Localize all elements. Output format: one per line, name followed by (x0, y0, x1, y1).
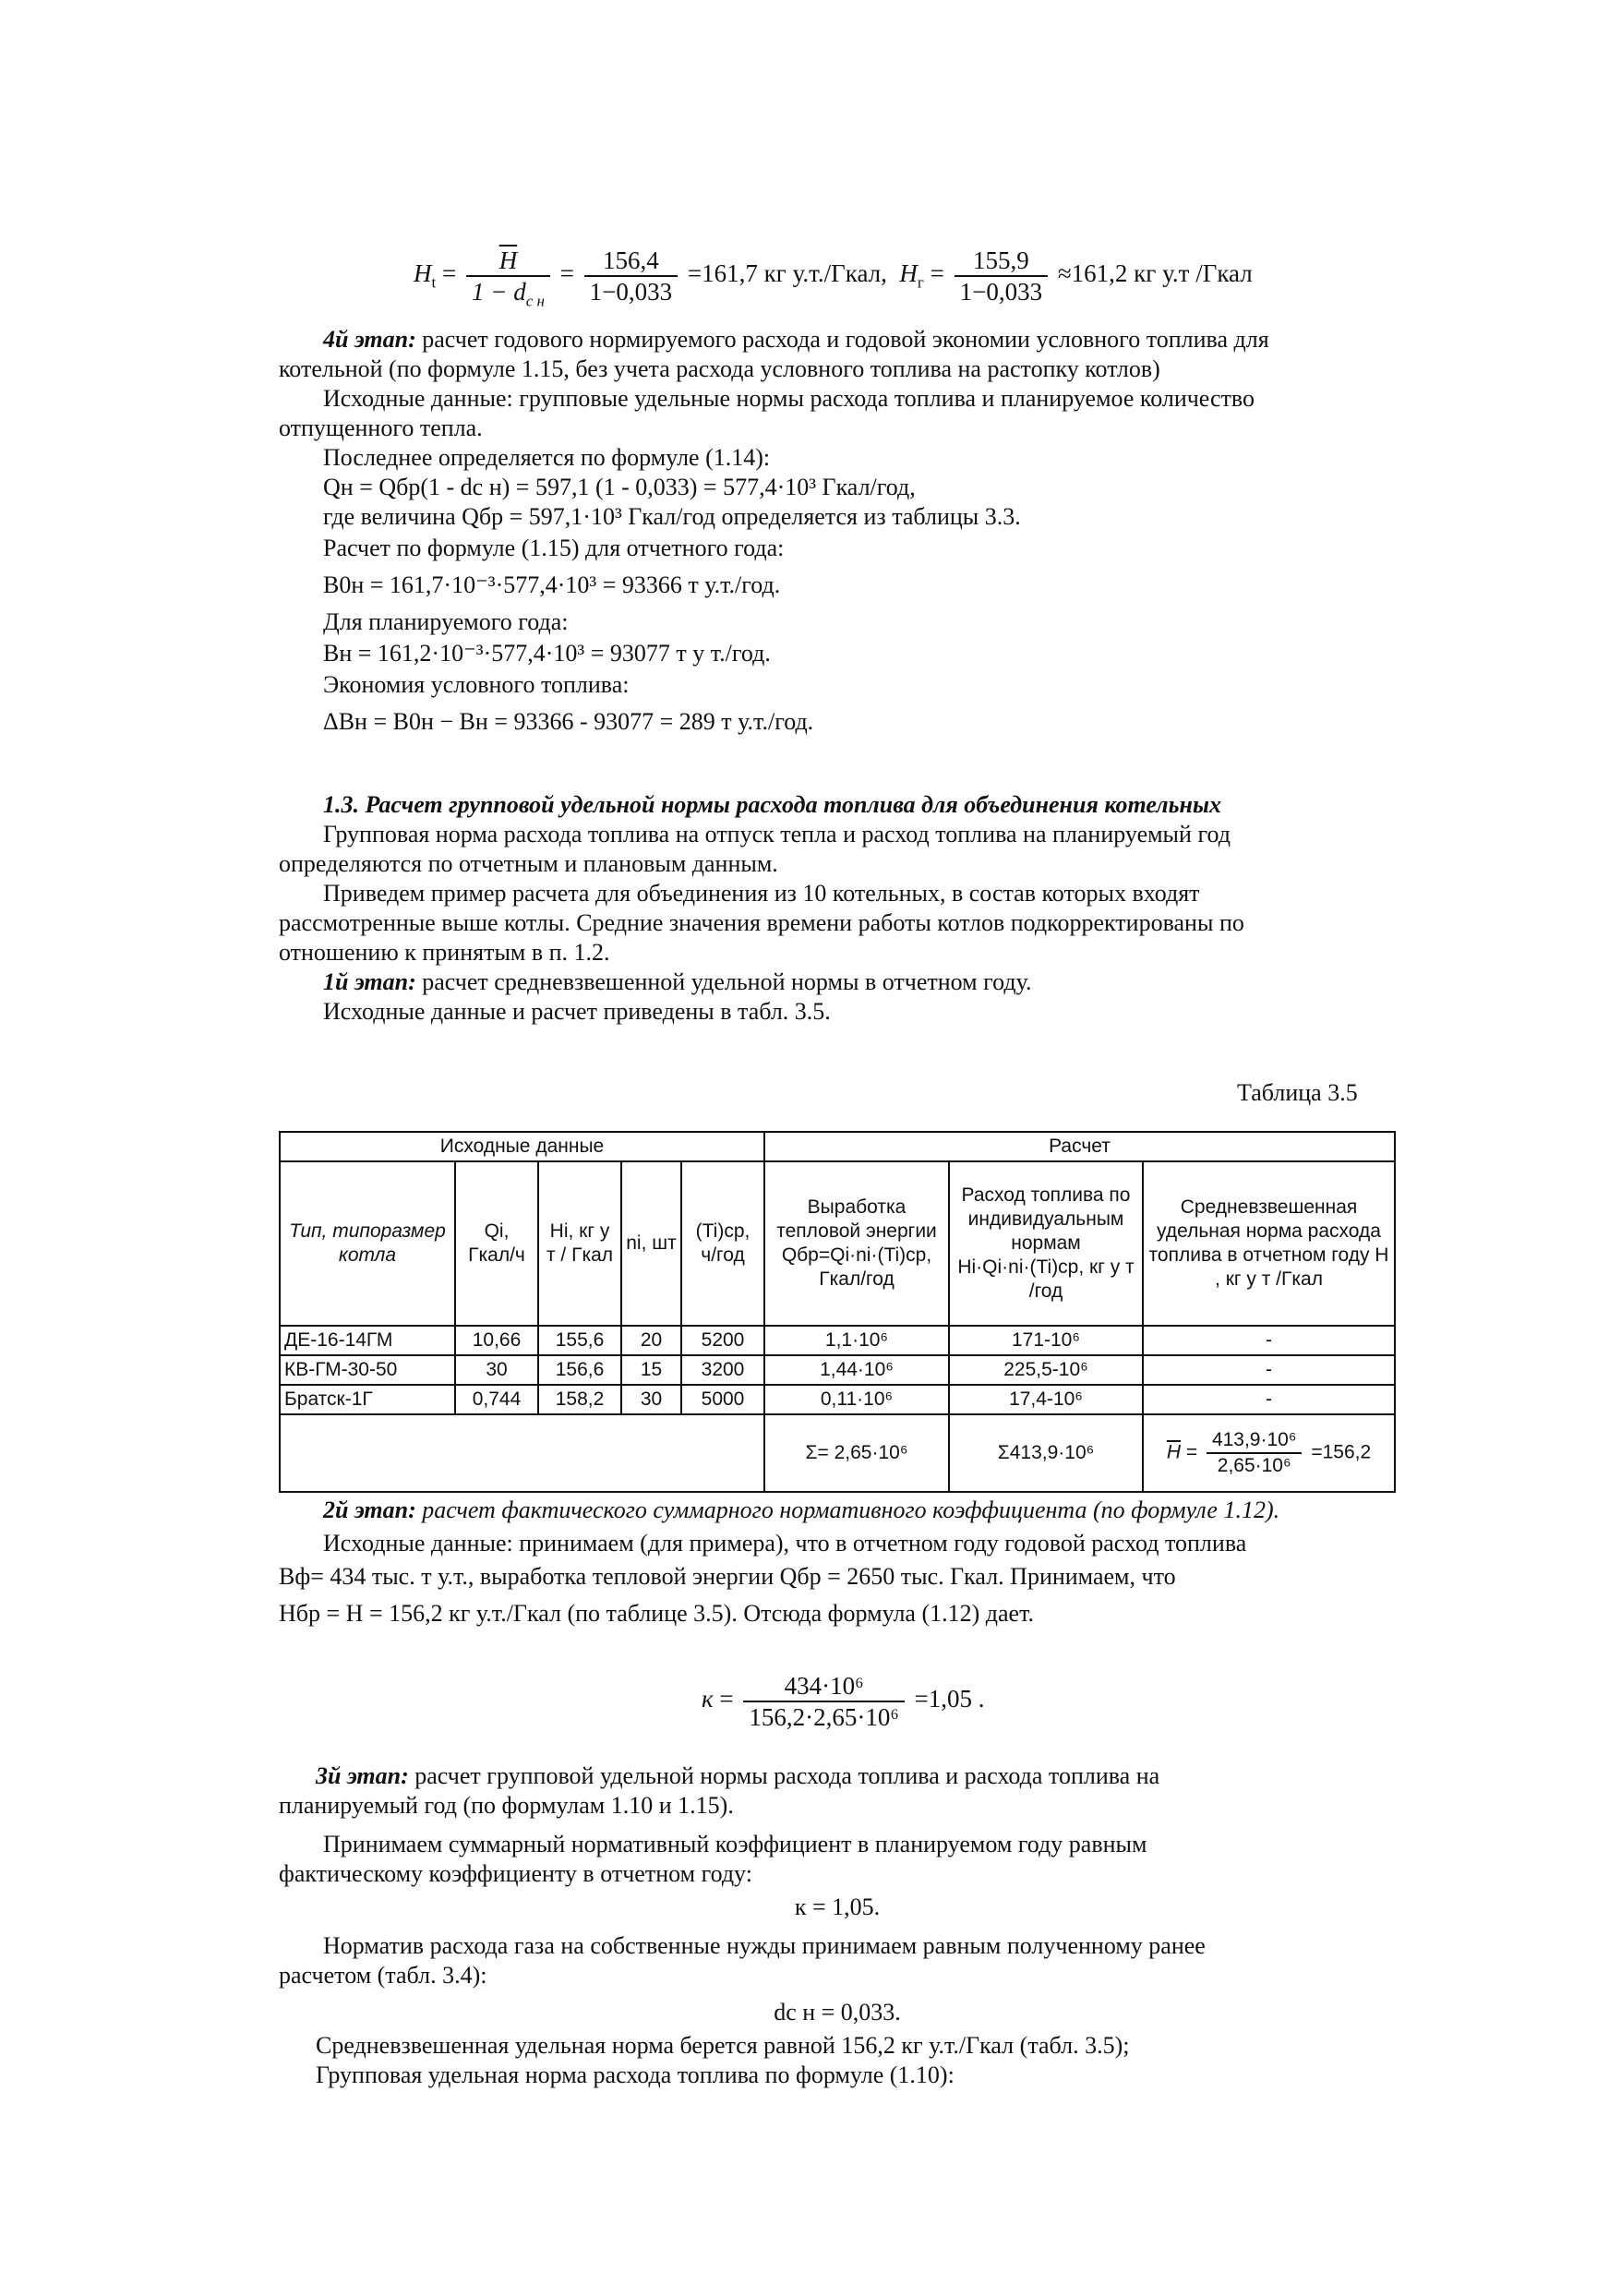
cell-norm: - (1143, 1355, 1395, 1385)
cell-n: 20 (621, 1326, 681, 1355)
cell-n: 30 (621, 1385, 681, 1414)
stage4-f2: где величина Qбр = 597,1·10³ Гкал/год определяется из таблицы 3.3. (323, 503, 1021, 530)
header-output: Выработка тепловой энергии Qбр=Qi·ni·(Ti)ср, Гкал/год (764, 1161, 949, 1326)
stage4-line1 (279, 325, 1396, 355)
stage3-block (279, 1761, 1396, 2090)
k-num: 434·10⁶ (743, 1671, 904, 1702)
stage2-block (279, 1496, 1396, 1629)
stage2-label: 2й этап: (323, 1497, 416, 1523)
header-h: Hi, кг у т / Гкал (538, 1161, 621, 1326)
stage4-src2: отпущенного тепла. (279, 415, 483, 441)
header-weighted-norm: Средневзвешенная удельная норма расхода топлива в отчетном году H , кг у т /Гкал (1143, 1161, 1395, 1326)
frac2-den: 1−0,033 (589, 278, 673, 306)
table-caption: Таблица 3.5 (1237, 1079, 1358, 1106)
cell-type: КВ-ГМ-30-50 (280, 1355, 455, 1385)
table-3-5 (279, 1131, 1396, 1493)
stage2-p3: Hбр = H = 156,2 кг у.т./Гкал (по таблице 3.5). Отсюда формула (1.12) дает. (279, 1600, 1034, 1627)
cell-q: 10,66 (455, 1326, 538, 1355)
stage4-f3: Расчет по формуле (1.15) для отчетного года: (323, 535, 785, 561)
section13-p2b: рассмотренные выше котлы. Средние значения времени работы котлов подкорректированы по (279, 909, 1244, 936)
table-row (280, 1385, 1395, 1414)
cell-t: 5000 (681, 1385, 764, 1414)
stage4-f5: Для планируемого года: (323, 608, 569, 635)
stage1-label: 1й этап: (323, 968, 416, 995)
stage4-f7: Экономия условного топлива: (323, 671, 630, 698)
stage4-line2: котельной (по формуле 1.15, без учета расхода условного топлива на растопку котлов) (279, 355, 1160, 382)
section13-heading: 1.3. Расчет групповой удельной нормы расхода топлива для объединения котельных (323, 791, 1221, 818)
stage3-p3: Норматив расхода газа на собственные нужды принимаем равным полученному ранее (323, 1932, 1206, 1959)
header-type: Тип, типоразмер котла (280, 1161, 455, 1326)
table-row (280, 1355, 1395, 1385)
stage1-text: расчет средневзвешенной удельной нормы в отчетном году. (422, 968, 1032, 995)
k-fraction (743, 1671, 904, 1732)
formula-h-values: $H_t$ = $\frac{\overline{H}}{1 - d_{с н}}$ = $\frac{156,4}{1-0,033}$ =161,7 кг у.т./Гкал, $H_г$ = $\frac{155,9}{1-0,033}$ ≈161,2 кг у.т /Гкал (414, 246, 1253, 310)
stage4-paragraph (279, 325, 1396, 737)
group-source-data: Исходные данные (280, 1132, 764, 1161)
stage3-p6: Групповая удельная норма расхода топлива по формуле (1.10): (316, 2062, 955, 2088)
stage3-d: dс н = 0,033. (774, 1999, 901, 2026)
cell-output: 0,11·10⁶ (764, 1385, 949, 1414)
group-calculation: Расчет (764, 1132, 1395, 1161)
cell-norm: - (1143, 1326, 1395, 1355)
formula-k: к = $\frac{\text{434·10⁶}}{\text{156,2·2,65·10⁶}}$ =1,05 . (702, 1672, 985, 1731)
stage3-p1: Принимаем суммарный нормативный коэффициент в планируемом году равным (323, 1831, 1147, 1857)
cell-h: 156,6 (538, 1355, 621, 1385)
section13-p2a: Приведем пример расчета для объединения из 10 котельных, в состав которых входят (323, 880, 1200, 907)
frac1-num: $\overline{H}$ (466, 246, 550, 277)
stage3-p5: Средневзвешенная удельная норма берется равной 156,2 кг у.т./Гкал (табл. 3.5); (316, 2032, 1130, 2059)
section13-p2c: отношению к принятым в п. 1.2. (279, 939, 610, 966)
cell-type: ДЕ-16-14ГМ (280, 1326, 455, 1355)
k-result: =1,05 . (914, 1685, 985, 1713)
stage3-p4: расчетом (табл. 3.4): (279, 1962, 487, 1989)
header-q: Qi, Гкал/ч (455, 1161, 538, 1326)
cell-fuel: 171-10⁶ (949, 1326, 1143, 1355)
cell-n: 15 (621, 1355, 681, 1385)
stage3-text1: расчет групповой удельной нормы расхода топлива и расхода топлива на (414, 1762, 1160, 1789)
sum-output: Σ= 2,65·10⁶ (764, 1414, 949, 1492)
stage3-label: 3й этап: (316, 1762, 409, 1789)
sum-h-result: =156,2 (1311, 1441, 1372, 1463)
header-n: ni, шт (621, 1161, 681, 1326)
stage4-f1: Qн = Qбр(1 - dс н) = 597,1 (1 - 0,033) = 577,4·10³ Гкал/год, (323, 474, 916, 500)
sum-h-num: 413,9·10⁶ (1207, 1428, 1303, 1454)
frac3-num: 155,9 (955, 246, 1048, 277)
fraction-156-4 (584, 246, 678, 307)
cell-norm: - (1143, 1385, 1395, 1414)
h2-symbol: H (899, 259, 918, 288)
stage4-last: Последнее определяется по формуле (1.14): (323, 444, 771, 471)
sum-h-fraction (1207, 1428, 1303, 1478)
table-header-row (280, 1161, 1395, 1326)
cell-type: Братск-1Г (280, 1385, 455, 1414)
sum-h-den: 2,65·10⁶ (1217, 1455, 1291, 1476)
cell-t: 5200 (681, 1326, 764, 1355)
fraction-h-over-one-minus-d (466, 246, 550, 310)
section13-p1b: определяются по отчетным и плановым данным. (279, 850, 778, 877)
cell-fuel: 17,4-10⁶ (949, 1385, 1143, 1414)
cell-h: 155,6 (538, 1326, 621, 1355)
cell-q: 0,744 (455, 1385, 538, 1414)
stage2-line (279, 1496, 1396, 1525)
stage2-p2: Bф= 434 тыс. т у.т., выработка тепловой энергии Qбр = 2650 тыс. Гкал. Принимаем, что (279, 1563, 1176, 1590)
frac1-den: $1 - d_{с н}$ (471, 278, 545, 310)
cell-q: 30 (455, 1355, 538, 1385)
frac2-num: 156,4 (584, 246, 678, 277)
section13-stage1 (279, 968, 1396, 997)
stage4-src1: Исходные данные: групповые удельные нормы расхода топлива и планируемое количество (323, 385, 1255, 412)
h2-result: ≈161,2 кг у.т /Гкал (1057, 259, 1253, 288)
sum-weighted-norm: $\overline{H}$ = $\frac{\text{413,9·10⁶}}{\text{2,65·10⁶}}$ =156,2 (1143, 1414, 1395, 1492)
table-group-row (280, 1132, 1395, 1161)
section13-src: Исходные данные и расчет приведены в табл. 3.5. (323, 998, 831, 1025)
k-den: 156,2·2,65·10⁶ (749, 1703, 899, 1731)
section13-block (279, 790, 1396, 1027)
cell-fuel: 225,5-10⁶ (949, 1355, 1143, 1385)
table-sum-row (280, 1414, 1395, 1492)
h-bar-symbol: $\overline{H}$ (1166, 1441, 1181, 1463)
stage2-p1: Исходные данные: принимаем (для примера), что в отчетном году годовой расход топлива (323, 1530, 1247, 1557)
cell-output: 1,1·10⁶ (764, 1326, 949, 1355)
h1-result: =161,7 кг у.т./Гкал, (687, 259, 887, 288)
sum-fuel: Σ413,9·10⁶ (949, 1414, 1143, 1492)
stage3-k: к = 1,05. (794, 1893, 881, 1920)
stage4-label: 4й этап: (323, 326, 416, 353)
fraction-155-9 (955, 246, 1048, 307)
stage4-f6: Bн = 161,2·10⁻³·577,4·10³ = 93077 т у т./год. (323, 640, 771, 667)
header-fuel: Расход топлива по индивидуальным нормам Hi·Qi·ni·(Ti)ср, кг у т /год (949, 1161, 1143, 1326)
cell-h: 158,2 (538, 1385, 621, 1414)
frac3-den: 1−0,033 (959, 278, 1043, 306)
stage3-line1 (279, 1761, 1396, 1791)
sum-empty (280, 1414, 764, 1492)
stage4-text1: расчет годового нормируемого расхода и годовой экономии условного топлива для (422, 326, 1269, 353)
h1-sub: t (431, 273, 437, 292)
stage4-f8: ΔBн = B0н − Bн = 93366 - 93077 = 289 т у.т./год. (323, 708, 814, 735)
cell-output: 1,44·10⁶ (764, 1355, 949, 1385)
stage3-line2: планируемый год (по формулам 1.10 и 1.15). (279, 1792, 734, 1819)
h2-sub: г (917, 273, 924, 292)
stage4-f4: B0н = 161,7·10⁻³·577,4·10³ = 93366 т у.т./год. (323, 571, 781, 598)
stage2-text: расчет фактического суммарного нормативного коэффициента (по формуле 1.12). (422, 1497, 1280, 1523)
h1-symbol: H (414, 259, 432, 288)
table-row (280, 1326, 1395, 1355)
cell-t: 3200 (681, 1355, 764, 1385)
stage3-p2: фактическому коэффициенту в отчетном году: (279, 1860, 752, 1887)
section13-p1a: Групповая норма расхода топлива на отпуск тепла и расход топлива на планируемый год (323, 821, 1231, 847)
header-t: (Ti)ср, ч/год (681, 1161, 764, 1326)
